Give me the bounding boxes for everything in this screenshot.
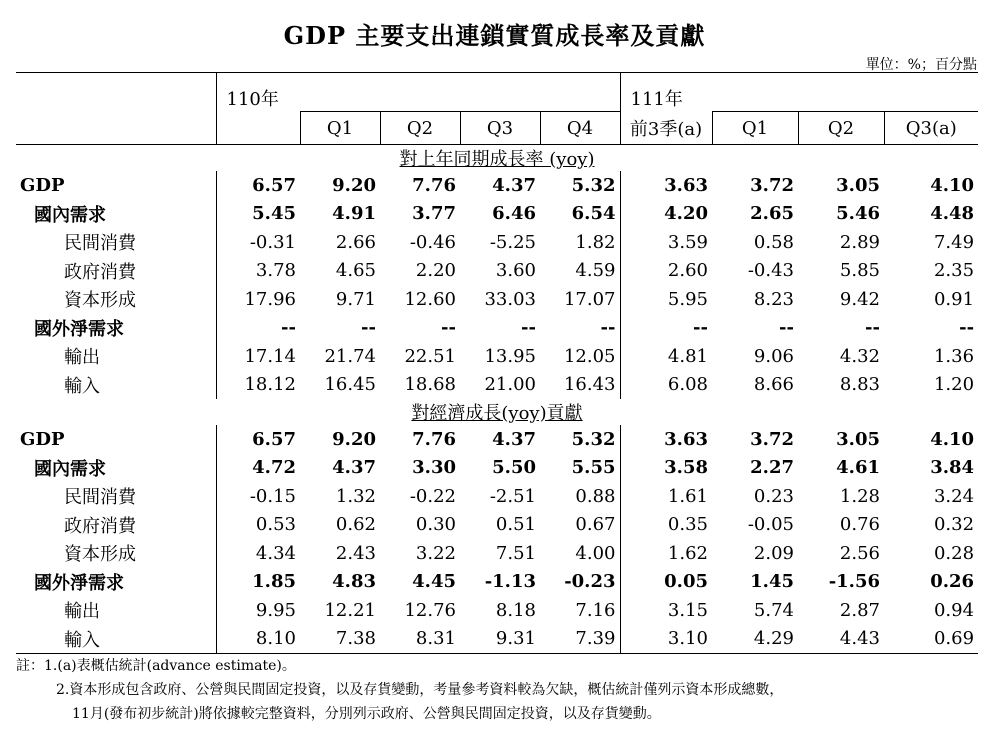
table-cell: 7.76: [412, 174, 456, 196]
row-label: 輸出: [64, 347, 100, 369]
table-cell: 4.45: [412, 571, 456, 593]
table-cell: 4.32: [839, 345, 880, 367]
row-label: 輸入: [64, 375, 100, 397]
table-cell: 4.37: [492, 428, 536, 450]
table-cell: 2.35: [933, 260, 975, 282]
table-cell: 8.31: [380, 625, 460, 654]
table-cell: --: [521, 317, 536, 339]
table-cell: 9.31: [460, 625, 540, 654]
header-row-quarters: [16, 112, 978, 145]
table-cell: 0.28: [933, 542, 975, 564]
table-cell: 12.76: [404, 599, 456, 621]
table-cell: 1.82: [575, 231, 616, 253]
table-cell: 16.45: [324, 374, 376, 396]
table-cell: 0.51: [495, 514, 536, 536]
header-blank: [16, 73, 216, 112]
table-cell: 3.78: [216, 257, 300, 286]
col-header: Q2: [798, 112, 884, 145]
section-contribution: [16, 399, 978, 654]
table-cell: 8.66: [753, 374, 794, 396]
table-cell: 0.88: [575, 485, 616, 507]
table-cell: 33.03: [484, 288, 536, 310]
table-cell: 3.24: [933, 485, 975, 507]
section-title-text: 對經濟成長(yoy)貢獻: [411, 403, 583, 424]
table-row: [16, 482, 978, 511]
row-label: 資本形成: [64, 290, 136, 312]
table-cell: 0.26: [930, 571, 975, 593]
table-cell: 9.06: [753, 345, 794, 367]
table-row: [16, 228, 978, 257]
header-blank: [216, 112, 300, 145]
table-cell: 16.43: [563, 374, 616, 396]
table-cell: 9.20: [332, 428, 376, 450]
table-cell: 3.05: [836, 428, 880, 450]
section-title-text: 對上年同期成長率 (yoy): [399, 149, 595, 170]
table-cell: 6.57: [216, 171, 300, 200]
footnotes: [16, 654, 783, 726]
table-cell: 4.83: [332, 571, 376, 593]
table-cell: 0.35: [620, 511, 712, 540]
table-row: [16, 342, 978, 371]
section-title: [16, 145, 978, 172]
table-cell: 0.62: [335, 514, 376, 536]
table-cell: 4.37: [492, 174, 536, 196]
table-cell: --: [361, 317, 376, 339]
table-cell: --: [216, 314, 300, 343]
row-label: 國外淨需求: [34, 572, 124, 594]
col-header: Q2: [380, 112, 460, 145]
header-row-years: [16, 73, 978, 112]
table-cell: 12.05: [563, 345, 616, 367]
col-header: Q3(a): [884, 112, 978, 145]
header-blank: [16, 112, 216, 145]
table-cell: 22.51: [404, 345, 456, 367]
col-header: Q4: [540, 112, 620, 145]
table-cell: 1.61: [620, 482, 712, 511]
table-cell: 0.69: [884, 625, 978, 654]
table-cell: 3.59: [620, 228, 712, 257]
table-cell: 1.45: [750, 571, 794, 593]
table-cell: 4.10: [930, 428, 975, 450]
table-cell: 17.07: [563, 288, 616, 310]
table-cell: 3.72: [750, 174, 794, 196]
table-cell: 2.60: [620, 257, 712, 286]
table-cell: 6.08: [620, 371, 712, 400]
table-cell: --: [779, 317, 794, 339]
table-cell: 18.68: [404, 374, 456, 396]
footnote-1: 註：1.(a)表概估統計(advance estimate)。: [16, 658, 296, 674]
table-cell: 9.95: [216, 596, 300, 625]
row-label: 國內需求: [34, 204, 106, 226]
table-cell: 3.60: [495, 260, 536, 282]
table-cell: -0.05: [747, 514, 794, 536]
table-cell: 5.55: [571, 457, 616, 479]
row-label: 民間消費: [64, 487, 136, 509]
row-label: 民間消費: [64, 233, 136, 255]
table-cell: 4.00: [575, 542, 616, 564]
table-cell: -1.13: [484, 571, 536, 593]
table-cell: 4.81: [620, 342, 712, 371]
table-cell: 3.63: [620, 425, 712, 454]
year-111-header: 111年: [620, 73, 978, 112]
table-cell: 0.30: [415, 514, 456, 536]
table-cell: 1.28: [839, 485, 880, 507]
table-cell: -1.56: [828, 571, 880, 593]
table-row: [16, 171, 978, 200]
section-yoy-growth: [16, 145, 978, 400]
table-cell: 0.67: [575, 514, 616, 536]
table-cell: 7.51: [495, 542, 536, 564]
table-row: [16, 625, 978, 654]
table-cell: 2.87: [839, 599, 880, 621]
table-cell: -0.31: [216, 228, 300, 257]
table-cell: 9.71: [335, 288, 376, 310]
table-cell: --: [959, 317, 975, 339]
table-cell: 2.27: [750, 457, 794, 479]
table-cell: 3.72: [750, 428, 794, 450]
table-cell: 6.57: [216, 425, 300, 454]
table-cell: 17.14: [216, 342, 300, 371]
row-label: 國外淨需求: [34, 318, 124, 340]
table-cell: 8.10: [216, 625, 300, 654]
table-cell: 5.46: [836, 203, 880, 225]
table-cell: 12.60: [404, 288, 456, 310]
row-label: 國內需求: [34, 458, 106, 480]
table-cell: 4.61: [836, 457, 880, 479]
table-cell: 2.56: [839, 542, 880, 564]
table-cell: -0.15: [216, 482, 300, 511]
table-cell: 4.72: [216, 454, 300, 483]
table-cell: 18.12: [216, 371, 300, 400]
row-label: 資本形成: [64, 544, 136, 566]
table-cell: 0.05: [620, 568, 712, 597]
table-cell: 3.15: [620, 596, 712, 625]
table-cell: 7.16: [575, 599, 616, 621]
table-cell: 21.74: [324, 345, 376, 367]
table-cell: 0.76: [839, 514, 880, 536]
table-cell: 13.95: [484, 345, 536, 367]
row-label: GDP: [20, 428, 65, 450]
table-row: [16, 596, 978, 625]
table-cell: 4.43: [798, 625, 884, 654]
page-title: GDP 主要支出連鎖實質成長率及貢獻: [283, 21, 706, 50]
table-cell: 2.66: [335, 231, 376, 253]
col-header: Q1: [300, 112, 380, 145]
table-cell: 5.45: [216, 200, 300, 229]
table-cell: --: [865, 317, 880, 339]
table-cell: 2.43: [335, 542, 376, 564]
table-cell: 12.21: [324, 599, 376, 621]
table-cell: 5.32: [571, 174, 616, 196]
year-110-header: 110年: [216, 73, 620, 112]
table-cell: 7.38: [300, 625, 380, 654]
table-row: [16, 568, 978, 597]
col-header: Q1: [712, 112, 798, 145]
table-cell: 5.32: [571, 428, 616, 450]
table-row: [16, 539, 978, 568]
table-cell: 3.58: [620, 454, 712, 483]
table-cell: 4.91: [332, 203, 376, 225]
table-row: [16, 511, 978, 540]
table-cell: 8.83: [839, 374, 880, 396]
table-cell: 1.85: [216, 568, 300, 597]
table-row: [16, 454, 978, 483]
table-cell: 1.62: [620, 539, 712, 568]
table-cell: 4.59: [575, 260, 616, 282]
table-cell: 7.49: [933, 231, 975, 253]
table-cell: 5.95: [620, 285, 712, 314]
table-cell: 4.20: [620, 200, 712, 229]
table-cell: 9.42: [839, 288, 880, 310]
col-header: 前3季(a): [620, 112, 712, 145]
table-cell: 9.20: [332, 174, 376, 196]
table-cell: 3.63: [620, 171, 712, 200]
table-cell: 3.77: [412, 203, 456, 225]
table-cell: 17.96: [216, 285, 300, 314]
table-cell: 0.94: [933, 599, 975, 621]
table-row: [16, 257, 978, 286]
table-cell: 21.00: [484, 374, 536, 396]
table-cell: 3.84: [930, 457, 975, 479]
col-header: Q3: [460, 112, 540, 145]
table-row: [16, 285, 978, 314]
table-cell: 3.22: [415, 542, 456, 564]
table-cell: -5.25: [489, 231, 536, 253]
table-cell: 1.36: [933, 345, 975, 367]
table-cell: 2.65: [750, 203, 794, 225]
row-label: 政府消費: [64, 515, 136, 537]
table-cell: 2.09: [753, 542, 794, 564]
table-cell: 6.54: [571, 203, 616, 225]
table-cell: 5.85: [839, 260, 880, 282]
table-cell: 0.58: [753, 231, 794, 253]
row-label: 政府消費: [64, 261, 136, 283]
row-label: 輸入: [16, 625, 216, 654]
table-cell: -2.51: [489, 485, 536, 507]
table-cell: 0.23: [753, 485, 794, 507]
table-cell: 3.30: [412, 457, 456, 479]
table-cell: 2.89: [839, 231, 880, 253]
section-title: [16, 399, 978, 425]
table-cell: 4.34: [216, 539, 300, 568]
footnote-2: 2.資本形成包含政府、公營與民間固定投資，以及存貨變動，考量參考資料較為欠缺，概估統計僅列示資本形成總數，: [56, 682, 784, 698]
unit-label: 單位：%；百分點: [865, 57, 977, 73]
table-cell: 4.65: [335, 260, 376, 282]
row-label: GDP: [20, 174, 65, 196]
table-cell: 3.05: [836, 174, 880, 196]
table-cell: -0.43: [747, 260, 794, 282]
table-cell: 4.48: [930, 203, 975, 225]
gdp-table: [16, 72, 978, 654]
table-cell: 0.91: [933, 288, 975, 310]
table-cell: 8.23: [753, 288, 794, 310]
table-cell: 4.10: [930, 174, 975, 196]
table-row: [16, 200, 978, 229]
table-cell: 1.20: [933, 374, 975, 396]
table-cell: 2.20: [415, 260, 456, 282]
row-label: 輸出: [64, 601, 100, 623]
table-cell: 3.10: [620, 625, 712, 654]
table-row: [16, 371, 978, 400]
table-cell: 5.50: [492, 457, 536, 479]
table-cell: 6.46: [492, 203, 536, 225]
table-cell: -0.23: [564, 571, 616, 593]
table-cell: -0.46: [409, 231, 456, 253]
table-row: [16, 425, 978, 454]
table-cell: --: [441, 317, 456, 339]
table-cell: 5.74: [753, 599, 794, 621]
table-cell: 8.18: [495, 599, 536, 621]
table-cell: --: [620, 314, 712, 343]
table-cell: 1.32: [335, 485, 376, 507]
table-cell: 7.39: [540, 625, 620, 654]
table-row: [16, 314, 978, 343]
footnote-2-cont: 11月(發布初步統計)將依據較完整資料，分別列示政府、公營與民間固定投資，以及存貨變動。: [72, 706, 661, 722]
table-cell: 0.53: [216, 511, 300, 540]
table-cell: 0.32: [933, 514, 975, 536]
table-cell: 4.29: [712, 625, 798, 654]
table-cell: -0.22: [409, 485, 456, 507]
table-cell: --: [600, 317, 616, 339]
table-cell: 4.37: [332, 457, 376, 479]
table-cell: 7.76: [412, 428, 456, 450]
